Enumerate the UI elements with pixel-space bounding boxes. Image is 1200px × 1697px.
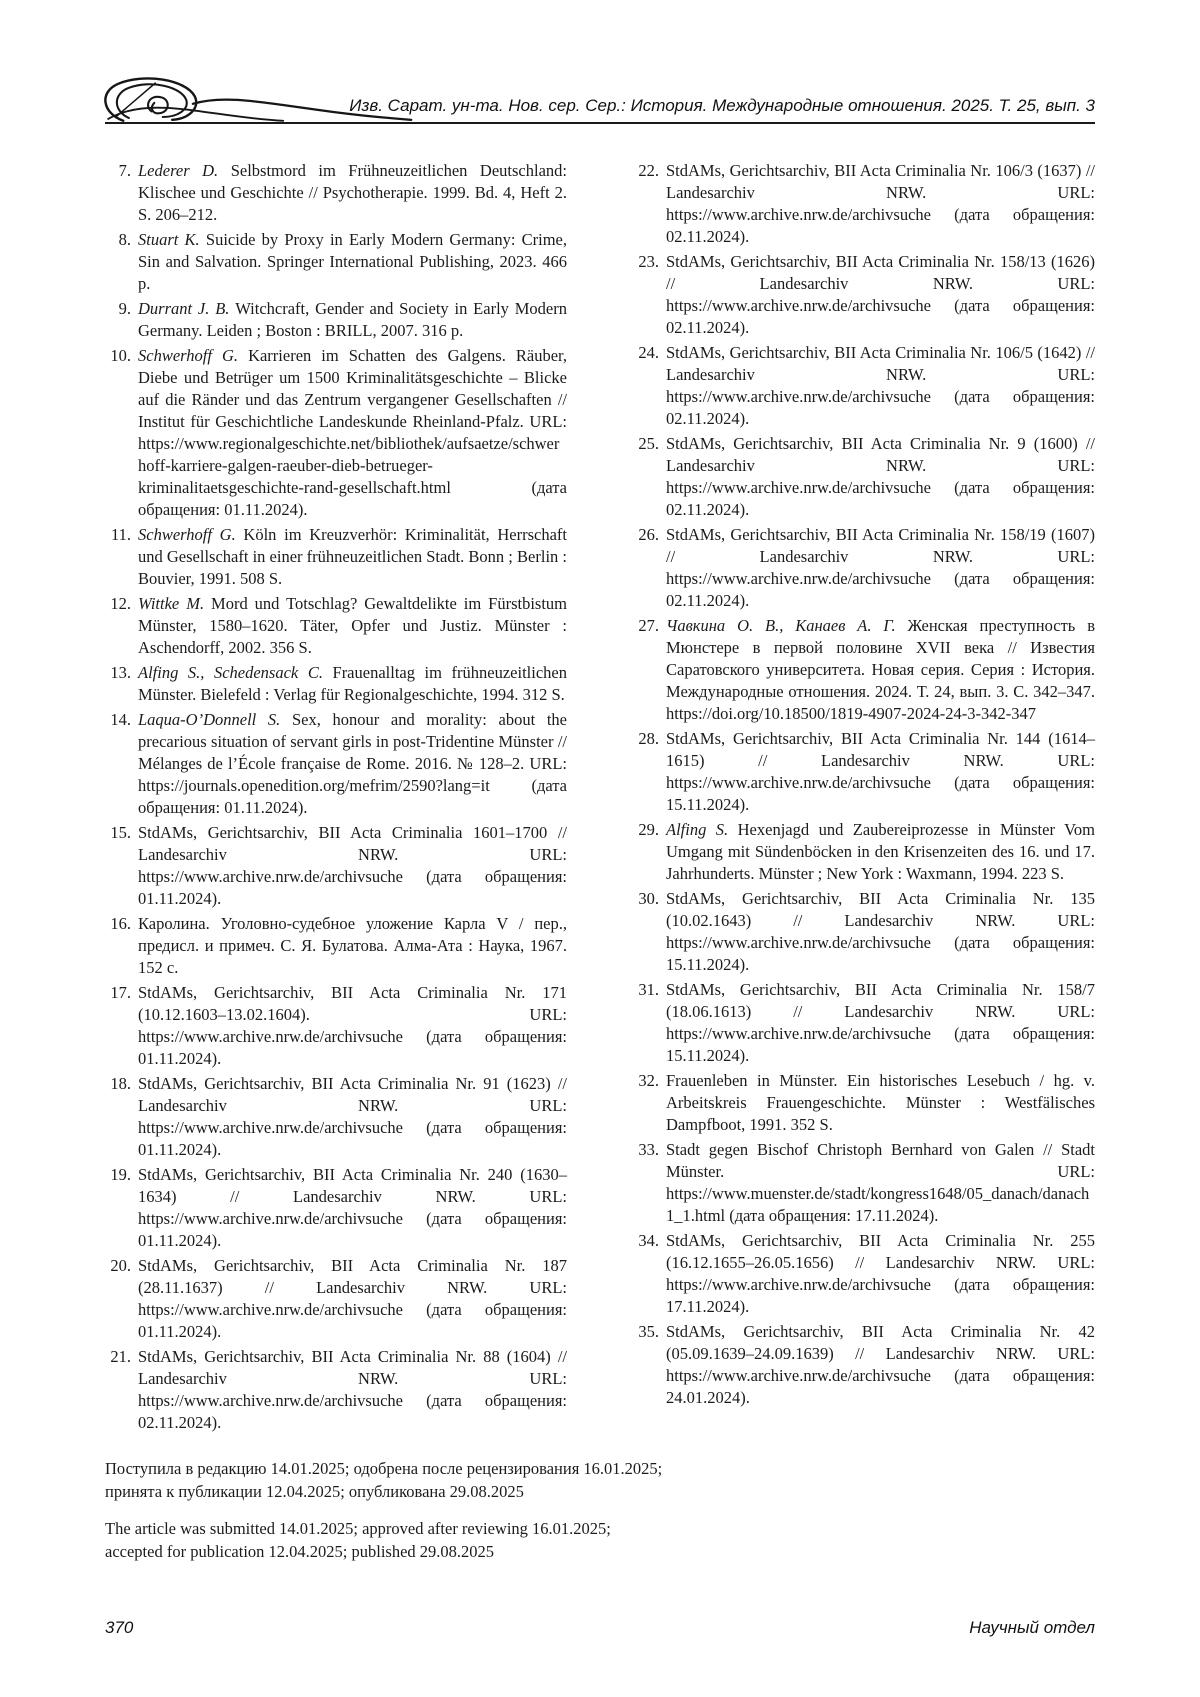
reference-item xyxy=(105,1164,567,1252)
reference-author: Чавкина О. В., Канаев А. Г. xyxy=(666,616,908,635)
reference-item xyxy=(105,913,567,979)
reference-number: 10. xyxy=(110,346,131,365)
reference-number: 27. xyxy=(638,616,659,635)
reference-text: StdAMs, Gerichtsarchiv, BII Acta Criminalia Nr. 91 (1623) // Landesarchiv NRW. URL: https://www.archive.nrw.de/archivsuche (дата обращения: 01.11.2024). xyxy=(138,1074,567,1159)
history-en-line2: accepted for publication 12.04.2025; published 29.08.2025 xyxy=(105,1542,495,1561)
reference-number: 7. xyxy=(118,161,131,180)
reference-item xyxy=(633,728,1095,816)
reference-author: Laqua-O’Donnell S. xyxy=(138,710,292,729)
reference-text: StdAMs, Gerichtsarchiv, BII Acta Criminalia Nr. 158/19 (1607) // Landesarchiv NRW. URL: https://www.archive.nrw.de/archivsuche (дата обращения: 02.11.2024). xyxy=(666,525,1095,610)
reference-number: 30. xyxy=(638,889,659,908)
reference-text: Laqua-O’Donnell S. Sex, honour and morality: about the precarious situation of servant girls in post-Tridentine Münster // Mélanges de l’École française de Rome. 2016. № 128–2. URL: https://journals.openedition.org/mefrim/2590?lang=it (дата обращения: 01.11.2024). xyxy=(138,710,567,817)
reference-text: StdAMs, Gerichtsarchiv, BII Acta Criminalia 1601–1700 // Landesarchiv NRW. URL: https://www.archive.nrw.de/archivsuche (дата обращения: 01.11.2024). xyxy=(138,823,567,908)
reference-text: StdAMs, Gerichtsarchiv, BII Acta Criminalia Nr. 171 (10.12.1603–13.02.1604). URL: https://www.archive.nrw.de/archivsuche (дата обращения: 01.11.2024). xyxy=(138,983,567,1068)
reference-text: StdAMs, Gerichtsarchiv, BII Acta Criminalia Nr. 158/13 (1626) // Landesarchiv NRW. URL: https://www.archive.nrw.de/archivsuche (дата обращения: 02.11.2024). xyxy=(666,252,1095,337)
reference-number: 34. xyxy=(638,1231,659,1250)
section-label: Научный отдел xyxy=(969,1618,1095,1637)
reference-number: 24. xyxy=(638,343,659,362)
reference-item xyxy=(105,345,567,521)
reference-item xyxy=(105,662,567,706)
reference-text: Alfing S., Schedensack C. Frauenalltag im frühneuzeitlichen Münster. Bielefeld : Verlag für Regionalgeschichte, 1994. 312 S. xyxy=(138,663,567,704)
running-footer xyxy=(105,1618,1095,1638)
reference-number: 33. xyxy=(638,1140,659,1159)
history-ru-line2: принята к публикации 12.04.2025; опубликована 29.08.2025 xyxy=(105,1482,524,1501)
reference-text: Alfing S. Hexenjagd und Zaubereiprozesse in Münster Vom Umgang mit Sündenböcken in den Krisenzeiten des 16. und 17. Jahrhunderts. Münster ; New York : Waxmann, 1994. 223 S. xyxy=(666,820,1095,883)
history-en-line1: The article was submitted 14.01.2025; approved after reviewing 16.01.2025; xyxy=(105,1519,611,1538)
reference-text: StdAMs, Gerichtsarchiv, BII Acta Criminalia Nr. 88 (1604) // Landesarchiv NRW. URL: https://www.archive.nrw.de/archivsuche (дата обращения: 02.11.2024). xyxy=(138,1347,567,1432)
reference-text: Каролина. Уголовно-судебное уложение Карла V / пер., предисл. и примеч. С. Я. Булатова. Алма-Ата : Наука, 1967. 152 с. xyxy=(138,914,567,977)
reference-text: Lederer D. Selbstmord im Frühneuzeitlichen Deutschland: Klischee und Geschichte // Psychotherapie. 1999. Bd. 4, Heft 2. S. 206–212. xyxy=(138,161,567,224)
history-ru-line1: Поступила в редакцию 14.01.2025; одобрена после рецензирования 16.01.2025; xyxy=(105,1459,663,1478)
reference-author: Alfing S. xyxy=(666,820,738,839)
reference-text: Stadt gegen Bischof Christoph Bernhard von Galen // Stadt Münster. URL: https://www.muenster.de/stadt/kongress1648/05_danach/danach1_1.html (дата обращения: 17.11.2024). xyxy=(666,1140,1095,1225)
reference-number: 22. xyxy=(638,161,659,180)
reference-number: 9. xyxy=(118,299,131,318)
reference-item xyxy=(105,524,567,590)
references-column-right xyxy=(633,160,1095,1437)
journal-header xyxy=(105,0,1095,124)
reference-text: StdAMs, Gerichtsarchiv, BII Acta Criminalia Nr. 158/7 (18.06.1613) // Landesarchiv NRW. URL: https://www.archive.nrw.de/archivsuche (дата обращения: 15.11.2024). xyxy=(666,980,1095,1065)
reference-number: 20. xyxy=(110,1256,131,1275)
reference-number: 12. xyxy=(110,594,131,613)
reference-author: Alfing S., Schedensack C. xyxy=(138,663,333,682)
reference-item xyxy=(105,709,567,819)
journal-title: Изв. Сарат. ун-та. Нов. сер. Сер.: История. Международные отношения. 2025. Т. 25, вып. 3 xyxy=(349,96,1095,115)
reference-text: Чавкина О. В., Канаев А. Г. Женская преступность в Мюнстере в первой половине XVII века // Известия Саратовского университета. Новая серия. Серия : История. Международные отношения. 2024. Т. 24, вып. 3. С. 342–347. https://doi.org/10.18500/1819-4907-2024-24-3-342-347 xyxy=(666,616,1095,723)
reference-text: Schwerhoff G. Köln im Kreuzverhör: Kriminalität, Herrschaft und Gesellschaft in einer frühneuzeitlichen Stadt. Bonn ; Berlin : Bouvier, 1991. 508 S. xyxy=(138,525,567,588)
reference-item xyxy=(633,160,1095,248)
reference-number: 13. xyxy=(110,663,131,682)
reference-number: 26. xyxy=(638,525,659,544)
reference-text: Wittke M. Mord und Totschlag? Gewaltdelikte im Fürstbistum Münster, 1580–1620. Täter, Opfer und Justiz. Münster : Aschendorff, 2002. 356 S. xyxy=(138,594,568,657)
reference-item xyxy=(633,615,1095,725)
reference-item xyxy=(105,822,567,910)
reference-number: 16. xyxy=(110,914,131,933)
reference-item xyxy=(633,1139,1095,1227)
reference-item xyxy=(633,819,1095,885)
reference-number: 32. xyxy=(638,1071,659,1090)
reference-author: Lederer D. xyxy=(138,161,231,180)
reference-number: 25. xyxy=(638,434,659,453)
reference-number: 21. xyxy=(110,1347,131,1366)
reference-item xyxy=(633,888,1095,976)
reference-item xyxy=(105,298,567,342)
reference-text: Schwerhoff G. Karrieren im Schatten des Galgens. Räuber, Diebe und Betrüger um 1500 Kriminalitätsgeschichte – Blicke auf die Ränder und das Zentrum vergangener Gesellschaften // Institut für Geschichtliche Landeskunde Rheinland-Pfalz. URL: https://www.regionalgeschichte.net/bibliothek/aufsaetze/schwerhoff-karriere-galgen-raeuber-dieb-betrueger-kriminalitaetsgeschichte-rand-gesellschaft.html (дата обращения: 01.11.2024). xyxy=(138,346,567,519)
reference-item xyxy=(105,982,567,1070)
reference-item xyxy=(105,593,567,659)
reference-item xyxy=(633,524,1095,612)
reference-author: Durrant J. B. xyxy=(138,299,236,318)
reference-text: StdAMs, Gerichtsarchiv, BII Acta Criminalia Nr. 135 (10.02.1643) // Landesarchiv NRW. URL: https://www.archive.nrw.de/archivsuche (дата обращения: 15.11.2024). xyxy=(666,889,1095,974)
article-history-ru xyxy=(105,1457,1095,1503)
reference-text: StdAMs, Gerichtsarchiv, BII Acta Criminalia Nr. 106/5 (1642) // Landesarchiv NRW. URL: https://www.archive.nrw.de/archivsuche (дата обращения: 02.11.2024). xyxy=(666,343,1095,428)
reference-item xyxy=(105,1073,567,1161)
reference-text: StdAMs, Gerichtsarchiv, BII Acta Criminalia Nr. 255 (16.12.1655–26.05.1656) // Landesarchiv NRW. URL: https://www.archive.nrw.de/archivsuche (дата обращения: 17.11.2024). xyxy=(666,1231,1095,1316)
references-column-left xyxy=(105,160,567,1437)
reference-item xyxy=(633,433,1095,521)
reference-number: 19. xyxy=(110,1165,131,1184)
reference-item xyxy=(633,979,1095,1067)
reference-number: 35. xyxy=(638,1322,659,1341)
reference-number: 18. xyxy=(110,1074,131,1093)
reference-text: StdAMs, Gerichtsarchiv, BII Acta Criminalia Nr. 144 (1614–1615) // Landesarchiv NRW. URL: https://www.archive.nrw.de/archivsuche (дата обращения: 15.11.2024). xyxy=(666,729,1095,814)
reference-item xyxy=(633,1070,1095,1136)
reference-text: StdAMs, Gerichtsarchiv, BII Acta Criminalia Nr. 187 (28.11.1637) // Landesarchiv NRW. URL: https://www.archive.nrw.de/archivsuche (дата обращения: 01.11.2024). xyxy=(138,1256,567,1341)
reference-item xyxy=(105,1346,567,1434)
reference-item xyxy=(633,1321,1095,1409)
reference-text: StdAMs, Gerichtsarchiv, BII Acta Criminalia Nr. 240 (1630–1634) // Landesarchiv NRW. URL: https://www.archive.nrw.de/archivsuche (дата обращения: 01.11.2024). xyxy=(138,1165,567,1250)
page-number: 370 xyxy=(105,1618,134,1637)
reference-author: Stuart K. xyxy=(138,230,206,249)
reference-text: Stuart K. Suicide by Proxy in Early Modern Germany: Crime, Sin and Salvation. Springer International Publishing, 2023. 466 p. xyxy=(138,230,567,293)
article-history-en xyxy=(105,1517,1095,1563)
reference-author: Wittke M. xyxy=(138,594,212,613)
reference-number: 23. xyxy=(638,252,659,271)
reference-item xyxy=(633,342,1095,430)
reference-number: 31. xyxy=(638,980,659,999)
article-history xyxy=(105,1457,1095,1563)
reference-number: 11. xyxy=(110,525,131,544)
reference-text: Durrant J. B. Witchcraft, Gender and Society in Early Modern Germany. Leiden ; Boston : BRILL, 2007. 316 p. xyxy=(138,299,567,340)
reference-item xyxy=(633,1230,1095,1318)
reference-item xyxy=(105,160,567,226)
reference-number: 14. xyxy=(110,710,131,729)
reference-item xyxy=(105,1255,567,1343)
page xyxy=(105,0,1095,1577)
reference-text: StdAMs, Gerichtsarchiv, BII Acta Criminalia Nr. 9 (1600) // Landesarchiv NRW. URL: https://www.archive.nrw.de/archivsuche (дата обращения: 02.11.2024). xyxy=(666,434,1095,519)
reference-author: Schwerhoff G. xyxy=(138,346,249,365)
reference-text: StdAMs, Gerichtsarchiv, BII Acta Criminalia Nr. 106/3 (1637) // Landesarchiv NRW. URL: https://www.archive.nrw.de/archivsuche (дата обращения: 02.11.2024). xyxy=(666,161,1095,246)
reference-number: 8. xyxy=(118,230,131,249)
reference-text: StdAMs, Gerichtsarchiv, BII Acta Criminalia Nr. 42 (05.09.1639–24.09.1639) // Landesarchiv NRW. URL: https://www.archive.nrw.de/archivsuche (дата обращения: 24.01.2024). xyxy=(666,1322,1095,1407)
reference-item xyxy=(105,229,567,295)
reference-number: 15. xyxy=(110,823,131,842)
reference-number: 28. xyxy=(638,729,659,748)
reference-number: 17. xyxy=(110,983,131,1002)
reference-item xyxy=(633,251,1095,339)
references-section xyxy=(105,160,1095,1437)
reference-author: Schwerhoff G. xyxy=(138,525,244,544)
reference-text: Frauenleben in Münster. Ein historisches Lesebuch / hg. v. Arbeitskreis Frauengeschichte. Münster : Westfälisches Dampfboot, 1991. 352 S. xyxy=(666,1071,1095,1134)
reference-number: 29. xyxy=(638,820,659,839)
